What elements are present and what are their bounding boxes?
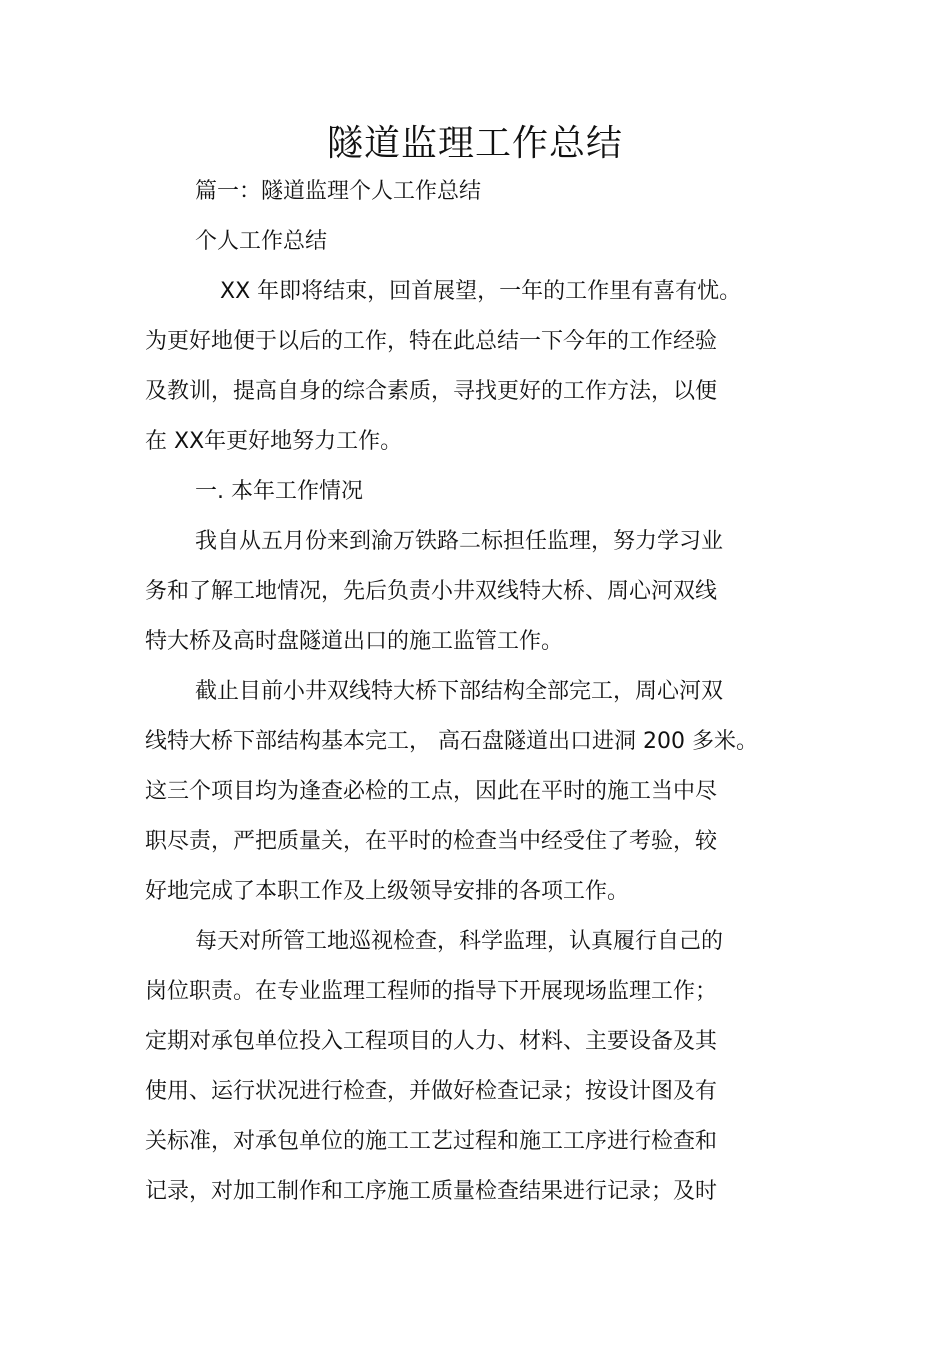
paragraph-line: 定期对承包单位投入工程项目的人力、材料、主要设备及其 <box>145 1029 718 1054</box>
paragraph-line: 线特大桥下部结构基本完工， 高石盘隧道出口进洞 200 多米。 <box>145 729 758 754</box>
paragraph-line: 我自从五月份来到渝万铁路二标担任监理，努力学习业 <box>195 529 724 554</box>
paragraph-line: 好地完成了本职工作及上级领导安排的各项工作。 <box>145 879 630 904</box>
paragraph-line: 特大桥及高时盘隧道出口的施工监管工作。 <box>145 629 564 654</box>
document-title: 隧道监理工作总结 <box>326 123 623 164</box>
paragraph-line: 为更好地便于以后的工作，特在此总结一下今年的工作经验 <box>145 329 718 354</box>
paragraph-line: 截止目前小井双线特大桥下部结构全部完工，周心河双 <box>195 679 724 704</box>
paragraph-line: 职尽责，严把质量关，在平时的检查当中经受住了考验，较 <box>145 829 718 854</box>
paragraph-line: 关标准，对承包单位的施工工艺过程和施工工序进行检查和 <box>145 1129 718 1154</box>
paragraph-line: 记录，对加工制作和工序施工质量检查结果进行记录；及时 <box>145 1179 718 1204</box>
paragraph-line: 及教训，提高自身的综合素质，寻找更好的工作方法，以便 <box>145 379 718 404</box>
numbered-heading: 一. 本年工作情况 <box>195 479 363 504</box>
subheading: 个人工作总结 <box>195 229 328 254</box>
paragraph-line: 每天对所管工地巡视检查，科学监理，认真履行自己的 <box>195 929 724 954</box>
paragraph-line: 使用、运行状况进行检查，并做好检查记录；按设计图及有 <box>145 1079 718 1104</box>
paragraph-line: 在 XX年更好地努力工作。 <box>145 429 403 454</box>
paragraph-line: XX 年即将结束，回首展望，一年的工作里有喜有忧。 <box>220 279 742 304</box>
section-heading: 篇一：隧道监理个人工作总结 <box>195 179 482 204</box>
paragraph-line: 这三个项目均为逢查必检的工点，因此在平时的施工当中尽 <box>145 779 718 804</box>
paragraph-line: 岗位职责。在专业监理工程师的指导下开展现场监理工作； <box>145 979 718 1004</box>
paragraph-line: 务和了解工地情况，先后负责小井双线特大桥、周心河双线 <box>145 579 718 604</box>
